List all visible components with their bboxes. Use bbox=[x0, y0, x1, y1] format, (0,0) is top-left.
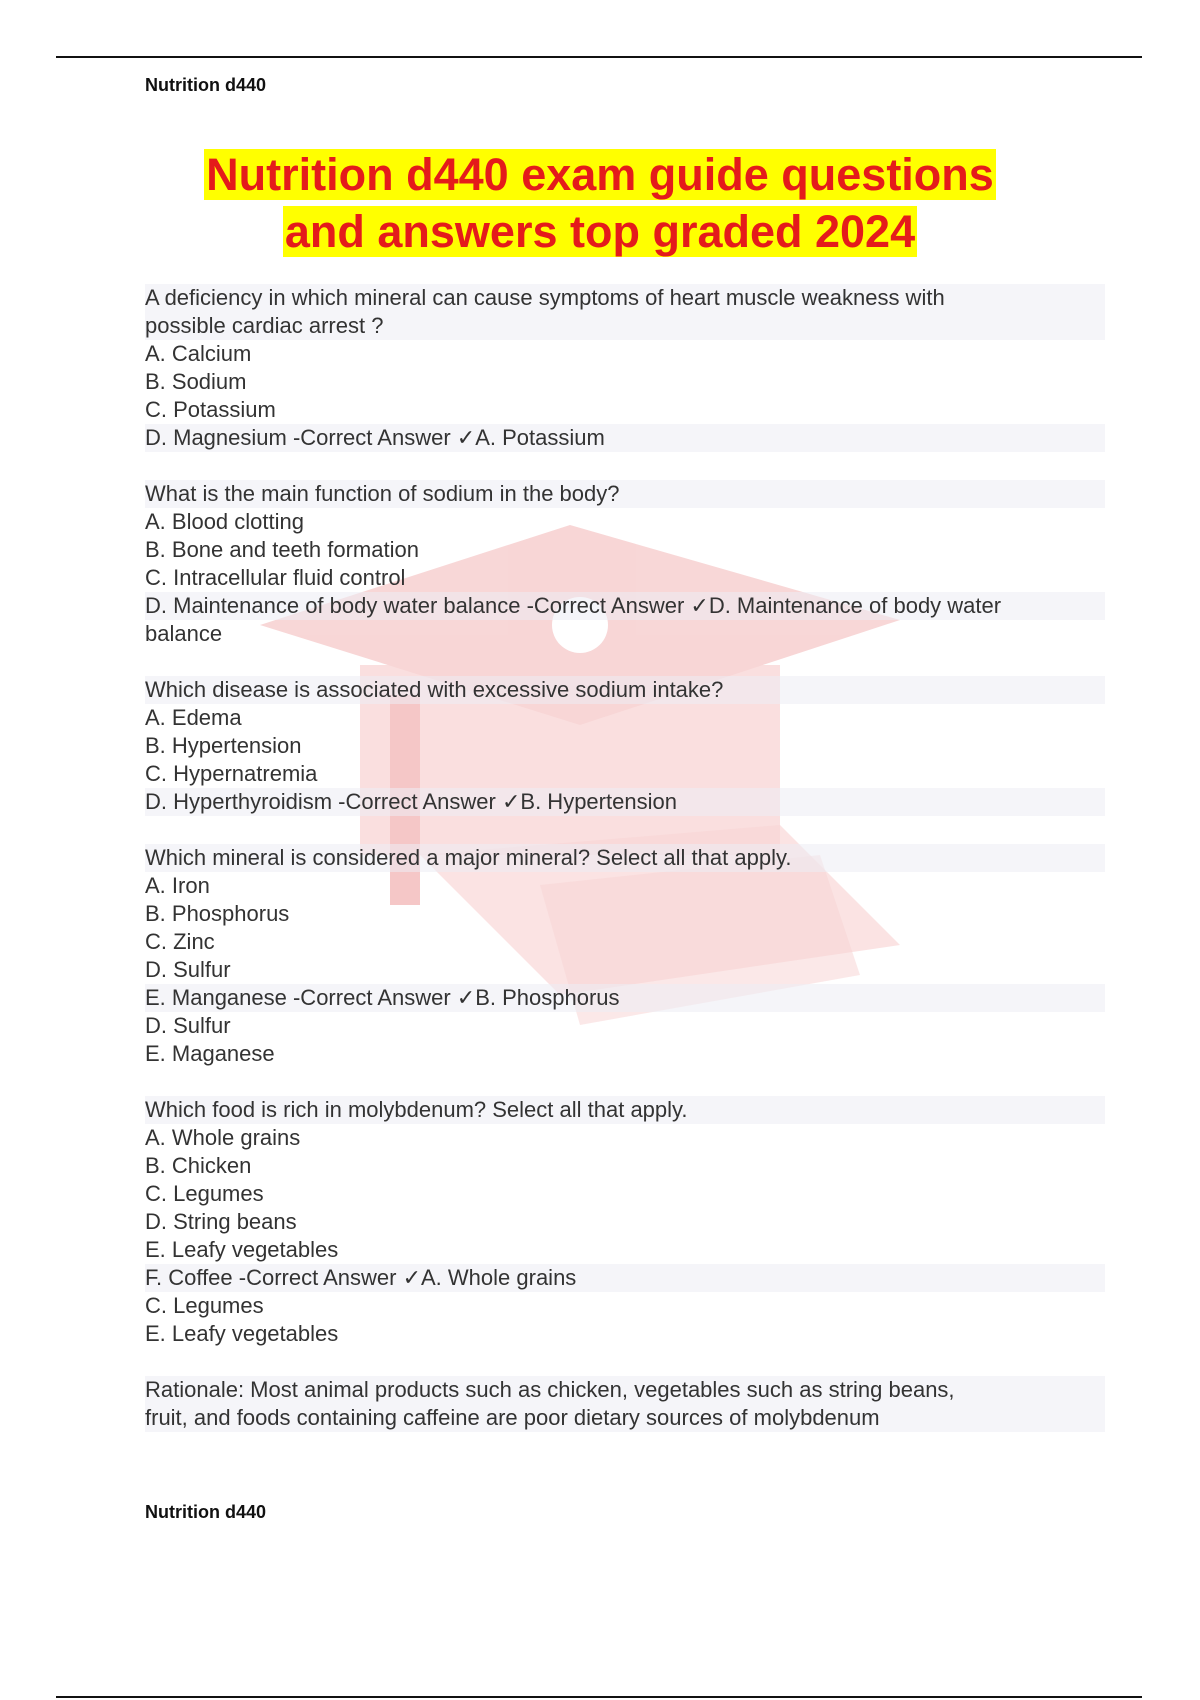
answer-option: C. Zinc bbox=[145, 929, 215, 954]
question-stem: Which disease is associated with excessive sodium intake? bbox=[145, 676, 1105, 704]
answer-option: C. Legumes bbox=[145, 1181, 264, 1206]
answer-option: E. Leafy vegetables bbox=[145, 1237, 339, 1262]
rationale-text: Rationale: Most animal products such as chicken, vegetables such as string beans, bbox=[145, 1376, 1105, 1404]
question-4 bbox=[145, 844, 1105, 1068]
answer-option: C. Hypernatremia bbox=[145, 761, 318, 786]
answer-option: A. Blood clotting bbox=[145, 509, 304, 534]
answer-key-continued: E. Leafy vegetables bbox=[145, 1321, 339, 1346]
answer-option: B. Chicken bbox=[145, 1153, 252, 1178]
bottom-divider bbox=[56, 1696, 1142, 1698]
answer-key-continued: E. Maganese bbox=[145, 1041, 275, 1066]
top-divider bbox=[56, 56, 1142, 58]
page-header: Nutrition d440 bbox=[145, 75, 267, 95]
answer-option: C. Intracellular fluid control bbox=[145, 565, 406, 590]
answer-key-continued: D. Sulfur bbox=[145, 1013, 231, 1038]
answer-key-continued: C. Legumes bbox=[145, 1293, 264, 1318]
question-stem: Which mineral is considered a major mineral? Select all that apply. bbox=[145, 844, 1105, 872]
answer-option: A. Edema bbox=[145, 705, 242, 730]
document-title bbox=[0, 146, 1200, 260]
question-5 bbox=[145, 1096, 1105, 1348]
answer-key-continued: balance bbox=[145, 621, 223, 646]
question-stem: What is the main function of sodium in the body? bbox=[145, 480, 1105, 508]
question-1 bbox=[145, 284, 1105, 452]
answer-option: A. Whole grains bbox=[145, 1125, 301, 1150]
question-list bbox=[145, 284, 1105, 1460]
answer-option: B. Sodium bbox=[145, 369, 247, 394]
answer-option: C. Potassium bbox=[145, 397, 276, 422]
answer-option-with-key: D. Magnesium -Correct Answer ✓A. Potassium bbox=[145, 424, 1105, 452]
rationale bbox=[145, 1376, 1105, 1432]
answer-option-with-key: D. Maintenance of body water balance -Correct Answer ✓D. Maintenance of body water bbox=[145, 592, 1105, 620]
question-stem: Which food is rich in molybdenum? Select all that apply. bbox=[145, 1096, 1105, 1124]
question-2 bbox=[145, 480, 1105, 648]
answer-option: A. Iron bbox=[145, 873, 210, 898]
answer-option: D. String beans bbox=[145, 1209, 297, 1234]
answer-option: B. Phosphorus bbox=[145, 901, 290, 926]
title-line-1: Nutrition d440 exam guide questions bbox=[206, 149, 994, 200]
question-stem: possible cardiac arrest ? bbox=[145, 312, 1105, 340]
answer-option: B. Bone and teeth formation bbox=[145, 537, 419, 562]
page-footer-label: Nutrition d440 bbox=[145, 1502, 267, 1522]
question-3 bbox=[145, 676, 1105, 816]
answer-option: A. Calcium bbox=[145, 341, 252, 366]
answer-option-with-key: F. Coffee -Correct Answer ✓A. Whole grains bbox=[145, 1264, 1105, 1292]
title-line-2: and answers top graded 2024 bbox=[284, 206, 916, 257]
answer-option: B. Hypertension bbox=[145, 733, 302, 758]
question-stem: A deficiency in which mineral can cause symptoms of heart muscle weakness with bbox=[145, 284, 1105, 312]
rationale-text: fruit, and foods containing caffeine are poor dietary sources of molybdenum bbox=[145, 1404, 1105, 1432]
answer-option: D. Sulfur bbox=[145, 957, 231, 982]
answer-option-with-key: E. Manganese -Correct Answer ✓B. Phosphorus bbox=[145, 984, 1105, 1012]
answer-option-with-key: D. Hyperthyroidism -Correct Answer ✓B. Hypertension bbox=[145, 788, 1105, 816]
